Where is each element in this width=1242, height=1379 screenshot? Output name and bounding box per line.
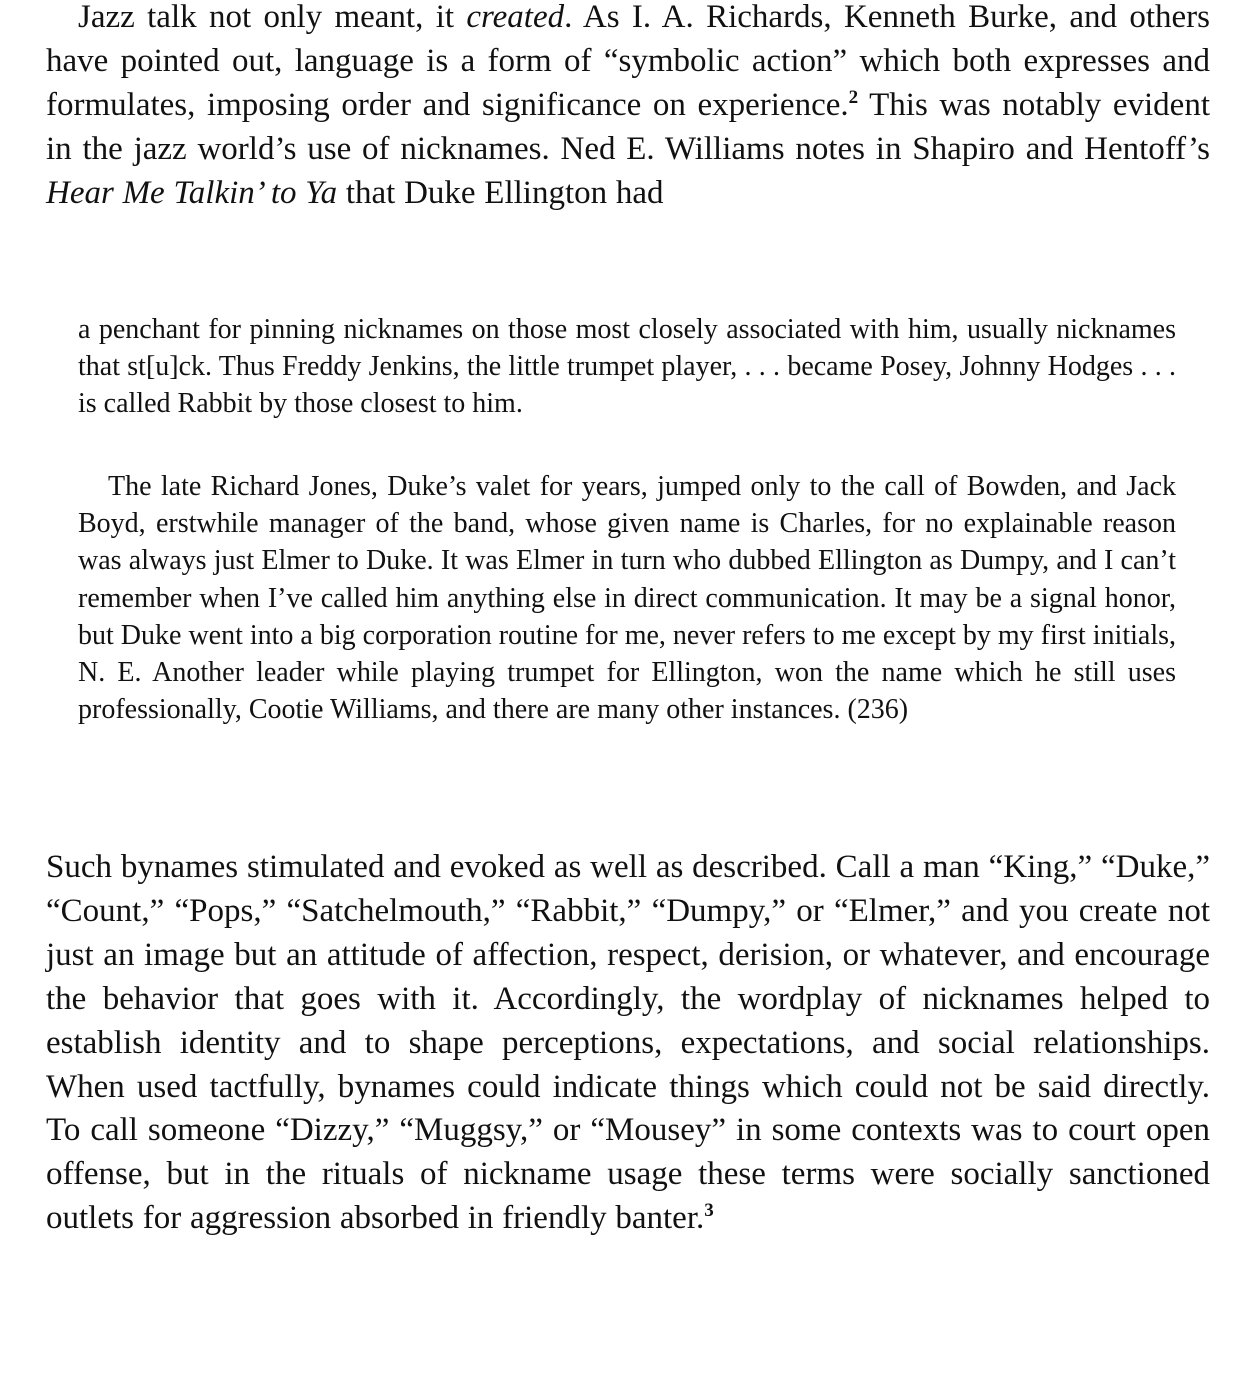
book-title: Hear Me Talkin’ to Ya <box>46 174 338 211</box>
paragraph-1-text-d: that Duke Ellington had <box>337 174 664 211</box>
block-quote-part-2 <box>78 468 1176 728</box>
footnote-ref-3: 3 <box>704 1200 714 1222</box>
paragraph-2-text: Such bynames stimulated and evoked as well as described. Call a man “King,” “Duke,” “Count,” “Pops,” “Satchelmouth,” “Rabbit,” “Dumpy,” or “Elmer,” and you create not just an image but an attitude of affection, respect, derision, or whatever, and encourage the behavior that goes with it. Accordingly, the wordplay of nicknames helped to establish identity and to shape perceptions, expectations, and social relationships. When used tactfully, bynames could indicate things which could not be said directly. To call someone “Dizzy,” “Muggsy,” or “Mousey” in some contexts was to court open offense, but in the rituals of nickname usage these terms were socially sanctioned outlets for aggression absorbed in friendly banter. <box>46 849 1210 1237</box>
paragraph-1-text-a: Jazz talk not only meant, it <box>78 0 467 35</box>
emphasis-created: created <box>466 0 565 35</box>
paragraph-1-text-b: . As I. A. Richards, Kenneth Burke, and others have pointed out, language is a form of “symbolic action” which both expresses and formulates, imposing order and significance on experience. <box>46 0 1210 123</box>
block-quote-part-1 <box>78 311 1176 423</box>
body-paragraph-2 <box>46 846 1210 1241</box>
block-quote-paragraph-1: a penchant for pinning nicknames on those most closely associated with him, usually nicknames that st[u]ck. Thus Freddy Jenkins, the little trumpet player, . . . became Posey, Johnny Hodges . . . is called Rabbit by those closest to him. <box>78 314 1176 420</box>
block-quote-paragraph-2: The late Richard Jones, Duke’s valet for years, jumped only to the call of Bowden, and Jack Boyd, erstwhile manager of the band, whose given name is Charles, for no explainable reason was always just Elmer to Duke. It was Elmer in turn who dubbed Ellington as Dumpy, and I can’t remember when I’ve called him anything else in direct communication. It may be a signal honor, but Duke went into a big corporation routine for me, never refers to me except by my first initials, N. E. Another leader while playing trumpet for Ellington, won the name which he still uses professionally, Cootie Williams, and there are many other instances. (236) <box>78 471 1176 726</box>
body-paragraph-1 <box>46 0 1210 216</box>
paragraph-1-text-c: This was notably evident in the jazz world’s use of nicknames. Ned E. Williams notes in Shapiro and Hentoff’s <box>46 86 1211 167</box>
footnote-ref-2: 2 <box>848 86 859 108</box>
